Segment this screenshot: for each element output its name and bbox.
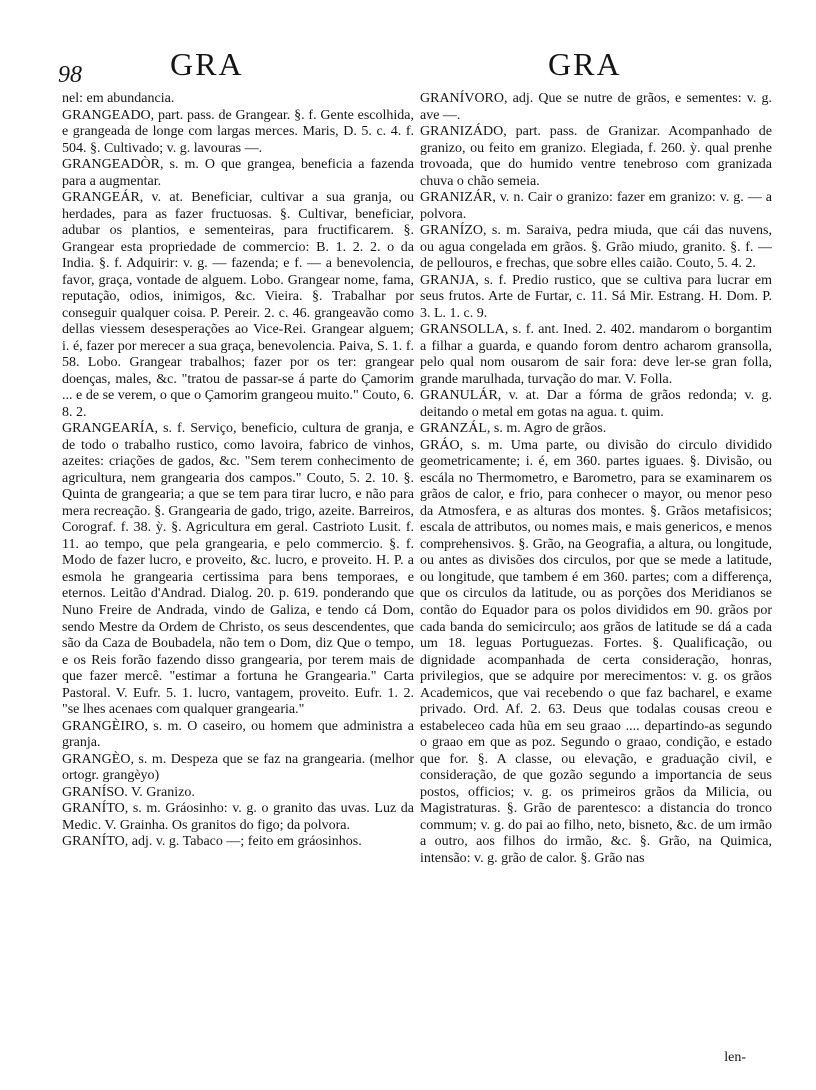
left-running-head: GRA [170, 46, 244, 82]
entry-paragraph: GRANÍSO. V. Granizo. [62, 784, 195, 800]
page-number: 98 [58, 62, 82, 88]
entry-paragraph: GRANGEADO, part. pass. de Grangear. §. f. Gente escolhida, e grangeada de longe com largas merces. Maris, D. 5. c. 4. f. 504. §. Cultivado; v. g. lavouras —. [62, 107, 414, 156]
entry-paragraph: GRANGEÁR, v. at. Beneficiar, cultivar a sua granja, ou herdades, para as fazer fructuosas. §. Cultivar, beneficiar, adubar os plantios, e sementeiras, para fructificarem. §. Grangear esta propriedade de commercio: B. 1. 2. 2. o da India. §. f. Adquirir: v. g. — fazenda; e f. — a benevolencia, favor, graça, vontade de alguem. Lobo. Grangear nome, fama, reputação, odios, inimigos, &c. Vieira. §. Trabalhar por conseguir qualquer coisa. P. Pereir. 2. c. 46. grangeavão como dellas viessem desesperações ao Vice-Rei. Grangear alguem; i. é, fazer por merecer a sua graça, benevolencia. Paiva, S. 1. f. 58. Lobo. Grangear trabalhos; fazer por os ter: grangear doenças, males, &c. "tratou de passar-se á parte do Çamorim ... e de se verem, o que o Çamorim grangeou muito." Couto, 6. 8. 2. [62, 190, 414, 420]
entry-paragraph: GRANGÈO, s. m. Despeza que se faz na grangearia. (melhor ortogr. grangèyo) [62, 751, 414, 784]
entry-paragraph: GRANIZÁR, v. n. Cair o granizo: fazer em granizo: v. g. — a polvora. [420, 190, 772, 222]
entry-paragraph: GRANGEARÍA, s. f. Serviço, beneficio, cultura de granja, e de todo o trabalho rustico, como lavoira, fabrico de vinhos, azeites: criações de gados, &c. "Sem terem conhecimento de agricultura, nem grangearia dos campos." Couto, 5. 2. 10. §. Quinta de grangearia; a que se tem para tirar lucro, e não para mera recreação. §. Grangearia de gado, trigo, azeite. Barreiros, Corograf. f. 38. ỳ. §. Agricultura em geral. Castrioto Lusit. f. 11. ao tempo, que pela grangearia, e pelo commercio. §. f. Modo de fazer lucro, e proveito, &c. lucro, e proveito. H. P. a esmola he grangearia certissima para bens temporaes, e eternos. Leitão d'Andrad. Dialog. 20. p. 619. ponderando que Nuno Freire de Andrada, vindo de Galiza, e tendo cá Dom, sendo Mestre da Ordem de Christo, os seus descendentes, que são da Caza de Boubadela, não tem o Dom, diz Que o tempo, e os Reis forão fazendo disso grangearia, por terem mais de que fazer mercê. "estimar a fortuna he Grangearia." Carta Pastoral. V. Eufr. 5. 1. lucro, vantagem, proveito. Eufr. 1. 2. "se lhes acenaes com qualquer grangearia." [62, 421, 414, 718]
entry-paragraph: GRÁO, s. m. Uma parte, ou divisão do circulo dividido geometricamente; i. é, em 360. partes iguaes. §. Divisão, ou escála no Thermometro, e Barometro, para se examinarem os grãos de calor, e frio, para conhecer o mayor, ou menor peso da Atmosfera, e as alturas dos montes. §. Grãos metafisicos; escala de attributos, ou nomes mais, e mais genericos, e menos comprehensivos. §. Grão, na Geografia, a altura, ou longitude, ou antes as divisões dos circulos, por que se mede a latitude, ou longitude, que tambem é em 360. partes; com a differença, que os circulos da latitude, ou as porções dos Meridianos se contão do Equador para os polos divididos em 90. grãos por cada banda do semicirculo; aos grãos de latitude se dá a cada um 18. leguas Portuguezas. Fortes. §. Qualificação, ou dignidade acompanhada de certa consideração, honras, privilegios, que se adquire por merecimentos: v. g. os grãos Academicos, que vai recebendo o que faz bacharel, e exame privado. Ord. Af. 2. 63. Deus que todalas cousas creou e estabeleceo cada hũa em seu graao .... departindo-as segundo o graao em que as poz. Segundo o graao, condição, e estado que for. §. A classe, ou elevação, e graduação civil, e consideração, de que gozão segundo a importancia de seus postos, officios; v. g. os primeiros grãos da Milicia, ou Magistraturas. §. Grão de parentesco: a distancia do tronco commum; v. g. do pai ao filho, neto, bisneto, &c. de um irmão a outro, aos filhos do irmão, &c. §. Grão, na Quimica, intensão: v. g. grão de calor. §. Grão nas [420, 437, 772, 866]
entry-paragraph: GRANÍTO, s. m. Gráosinho: v. g. o granito das uvas. Luz da Medic. V. Grainha. Os granitos do figo; da polvora. [62, 801, 414, 833]
right-column [420, 91, 772, 867]
entry-paragraph: GRANZÁL, s. m. Agro de grãos. [420, 421, 607, 437]
entry-paragraph: GRANIZÁDO, part. pass. de Granizar. Acompanhado de granizo, ou feito em granizo. Elegiada, f. 260. ỳ. qual prenhe trovoada, que do humido ventre tenebroso com granizada chuva o chão semeia. [420, 124, 772, 189]
entry-paragraph: GRANGEADÒR, s. m. O que grangea, beneficia a fazenda para a augmentar. [62, 157, 414, 189]
entry-paragraph: GRANGÈIRO, s. m. O caseiro, ou homem que administra a granja. [62, 718, 414, 751]
entry-paragraph: GRANULÁR, v. at. Dar a fórma de grãos redonda; v. g. deitando o metal em gotas na agua. t. quim. [420, 388, 772, 420]
entry-paragraph: nel: em abundancia. [62, 91, 175, 106]
entry-paragraph: GRANSOLLA, s. f. ant. Ined. 2. 402. mandarom o borgantim a filhar a guarda, e quando forom dentro acharom gransolla, pelo qual nom ousarom de sair fora: deve ler-se gran folla, grande marulhada, turvação do mar. V. Folla. [420, 322, 772, 387]
left-column [62, 91, 414, 851]
catchword: len- [724, 1050, 746, 1065]
entry-paragraph: GRANÍTO, adj. v. g. Tabaco —; feito em gráosinhos. [62, 834, 362, 850]
entry-paragraph: GRANÍZO, s. m. Saraiva, pedra miuda, que cái das nuvens, ou agua congelada em grãos. §. Grão miudo, granito. §. f. — de pellouros, e frechas, que sobre elles caião. Couto, 5. 4. 2. [420, 223, 772, 272]
entry-paragraph: GRANJA, s. f. Predio rustico, que se cultiva para lucrar em seus frutos. Arte de Furtar, c. 11. Sá Mir. Estrang. H. Dom. P. 3. L. 1. c. 9. [420, 272, 772, 321]
entry-paragraph: GRANÍVORO, adj. Que se nutre de grãos, e sementes: v. g. ave —. [420, 91, 772, 123]
right-running-head: GRA [548, 46, 622, 82]
